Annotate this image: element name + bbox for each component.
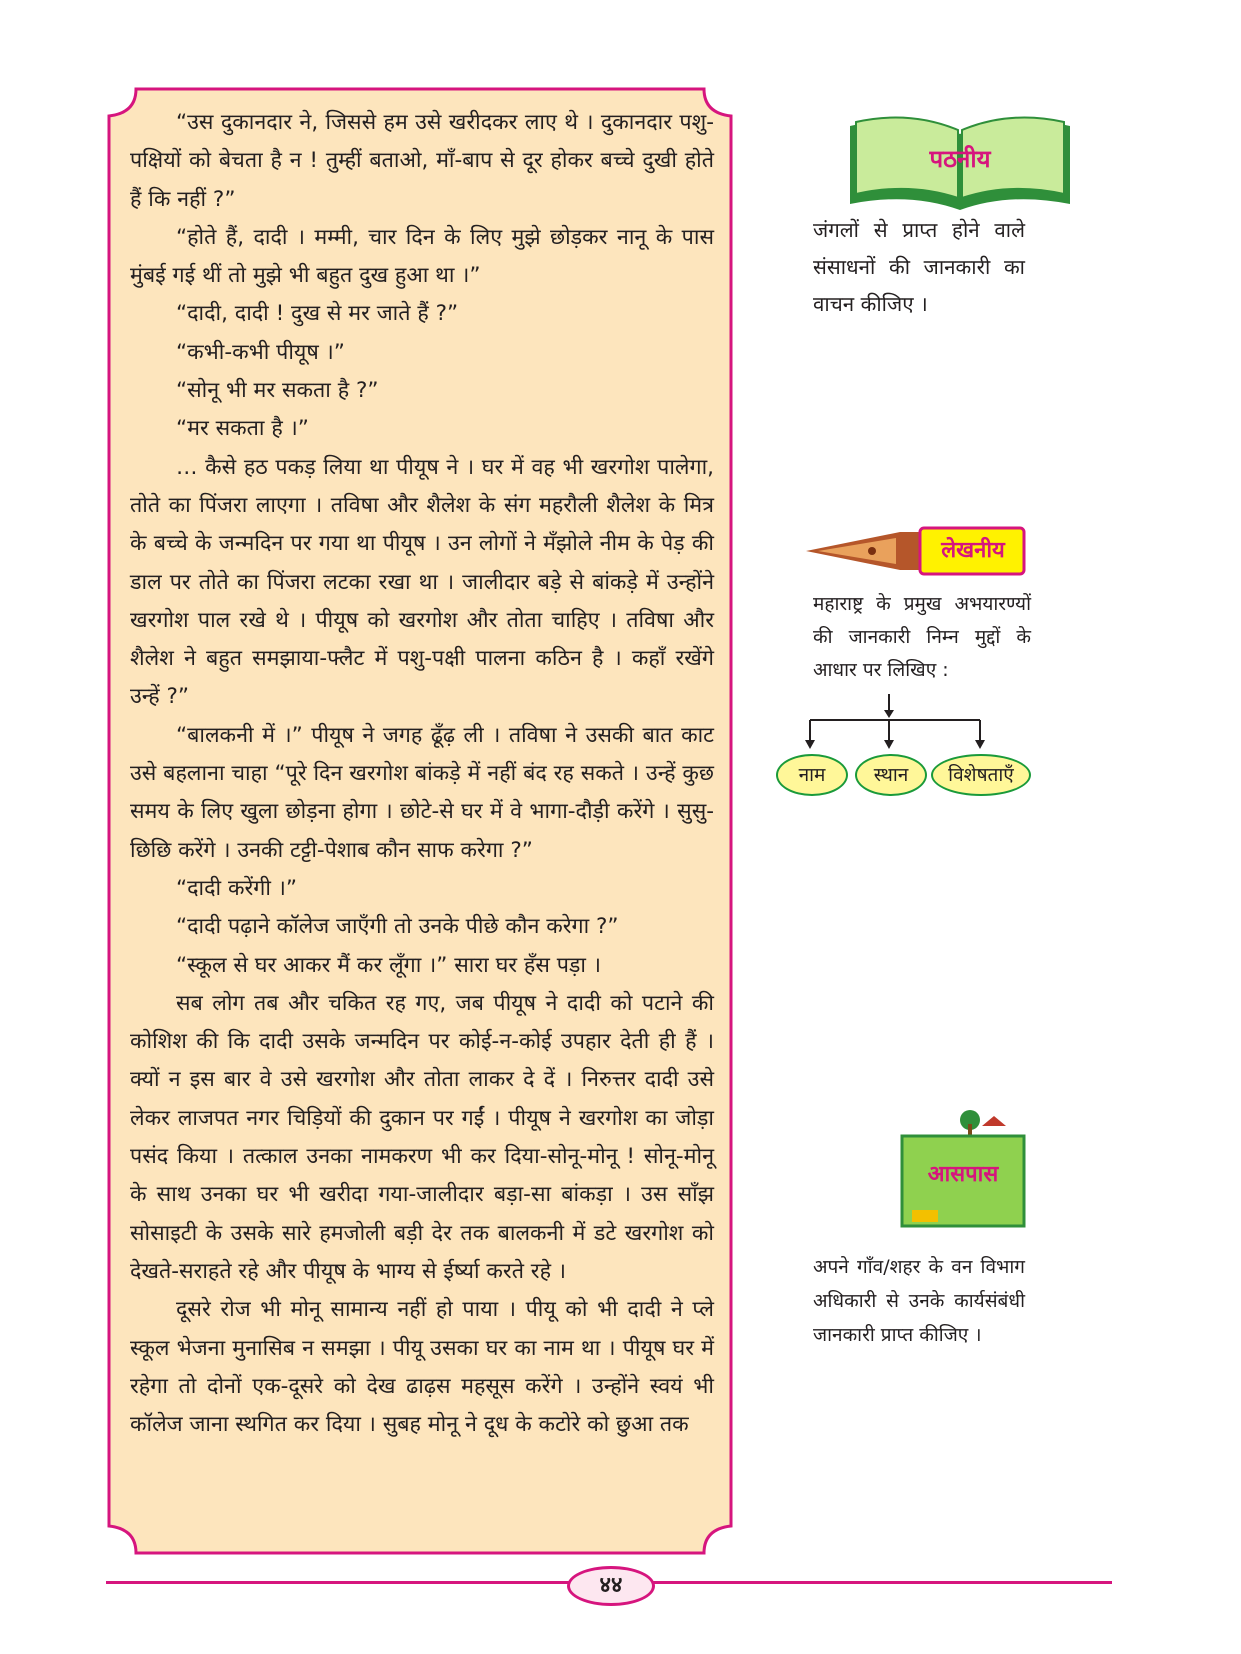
story-paragraph: “उस दुकानदार ने, जिससे हम उसे खरीदकर लाए थे । दुकानदार पशु-पक्षियों को बेचता है न ! तुम्हीं बताओ, माँ-बाप से दूर होकर बच्चे दुखी होते हैं कि नहीं ?” (130, 110, 714, 212)
story-paragraph: “दादी, दादी ! दुख से मर जाते हैं ?” (176, 301, 459, 327)
story-paragraph: “मर सकता है ।” (176, 416, 309, 442)
diagram-connectors (770, 694, 1040, 754)
pathaniya-text: जंगलों से प्राप्त होने वाले संसाधनों की जानकारी का वाचन कीजिए । (813, 218, 1025, 316)
lekhaniya-label: लेखनीय (941, 538, 1005, 563)
story-paragraph: … कैसे हठ पकड़ लिया था पीयूष ने । घर में वह भी खरगोश पालेगा, तोते का पिंजरा लाएगा । तविषा और शैलेश के संग महरौली शैलेश के मित्र के बच्चे के जन्मदिन पर गया था पीयूष । उन लोगों ने मँझोले नीम के पेड़ की डाल पर तोते का पिंजरा लटका रखा था । जालीदार बड़े से बांकड़े में उन्होंने खरगोश पाल रखे थे । पीयूष को खरगोश और तोता चाहिए । तविषा और शैलेश ने बहुत समझाया-फ्लैट में पशु-पक्षी पालना कठिन है । कहाँ रखेंगे उन्हें ?” (130, 454, 714, 710)
story-paragraph: “होते हैं, दादी । मम्मी, चार दिन के लिए मुझे छोड़कर नानू के पास मुंबई गई थीं तो मुझे भी बहुत दुख हुआ था ।” (130, 224, 714, 289)
story-paragraph: दूसरे रोज भी मोनू सामान्य नहीं हो पाया । पीयू को भी दादी ने प्ले स्कूल भेजना मुनासिब न समझा । पीयू उसका घर का नाम था । पीयूष घर में रहेगा तो दोनों एक-दूसरे को देख ढाढ़स महसूस करेंगे । उन्होंने स्वयं भी कॉलेज जाना स्थगित कर दिया । सुबह मोनू ने दूध के कटोरे को छुआ तक (130, 1297, 714, 1438)
story-paragraph: सब लोग तब और चकित रह गए, जब पीयूष ने दादी को पटाने की कोशिश की कि दादी उसके जन्मदिन पर कोई-न-कोई उपहार देती ही हैं । क्यों न इस बार वे उसे खरगोश और तोता लाकर दे दें । निरुत्तर दादी उसे लेकर लाजपत नगर चिड़ियों की दुकान पर गईं । पीयूष ने खरगोश का जोड़ा पसंद किया । तत्काल उनका नामकरण भी कर दिया-सोनू-मोनू ! सोनू-मोनू के साथ उनका घर भी खरीदा गया-जालीदार बड़ा-सा बांकड़ा । उस साँझ सोसाइटी के उसके सारे हमजोली बड़ी देर तक बालकनी में डटे खरगोश को देखते-सराहते रहे और पीयूष के भाग्य से ईर्ष्या करते रहे । (130, 990, 714, 1284)
page-number: ४४ (567, 1566, 655, 1606)
pathaniya-section (840, 112, 1080, 212)
diagram-node-features: विशेषताएँ (931, 754, 1031, 796)
diagram-node-name: नाम (776, 754, 848, 796)
story-paragraph: “सोनू भी मर सकता है ?” (176, 378, 379, 404)
story-paragraph: “बालकनी में ।” पीयूष ने जगह ढूँढ़ ली । तविषा ने उसकी बात काट उसे बहलाना चाहा “पूरे दिन खरगोश बांकड़े में नहीं बंद रह सकते । उन्हें कुछ समय के लिए खुला छोड़ना होगा । छोटे-से घर में वे भागा-दौड़ी करेंगे । सुसु-छिछि करेंगे । उनकी टट्टी-पेशाब कौन साफ करेगा ?” (130, 722, 714, 863)
story-paragraph: “स्कूल से घर आकर मैं कर लूँगा ।” सारा घर हँस पड़ा । (176, 952, 601, 978)
story-paragraph: “दादी पढ़ाने कॉलेज जाएँगी तो उनके पीछे कौन करेगा ?” (176, 914, 619, 940)
story-paragraph: “कभी-कभी पीयूष ।” (176, 339, 345, 365)
diagram-node-place: स्थान (855, 754, 927, 796)
aaspaas-label: आसपास (927, 1162, 999, 1187)
lekhaniya-text: महाराष्ट्र के प्रमुख अभयारण्यों की जानकारी निम्न मुद्दों के आधार पर लिखिए : (813, 593, 1031, 681)
aaspaas-section (900, 1110, 1028, 1230)
story-text (130, 104, 714, 1444)
pathaniya-label: पठनीय (929, 145, 991, 173)
aaspaas-text: अपने गाँव/शहर के वन विभाग अधिकारी से उनके कार्यसंबंधी जानकारी प्राप्त कीजिए । (813, 1256, 1025, 1346)
lekhaniya-section (804, 524, 1028, 580)
story-panel (106, 86, 734, 1556)
story-paragraph: “दादी करेंगी ।” (176, 875, 298, 901)
